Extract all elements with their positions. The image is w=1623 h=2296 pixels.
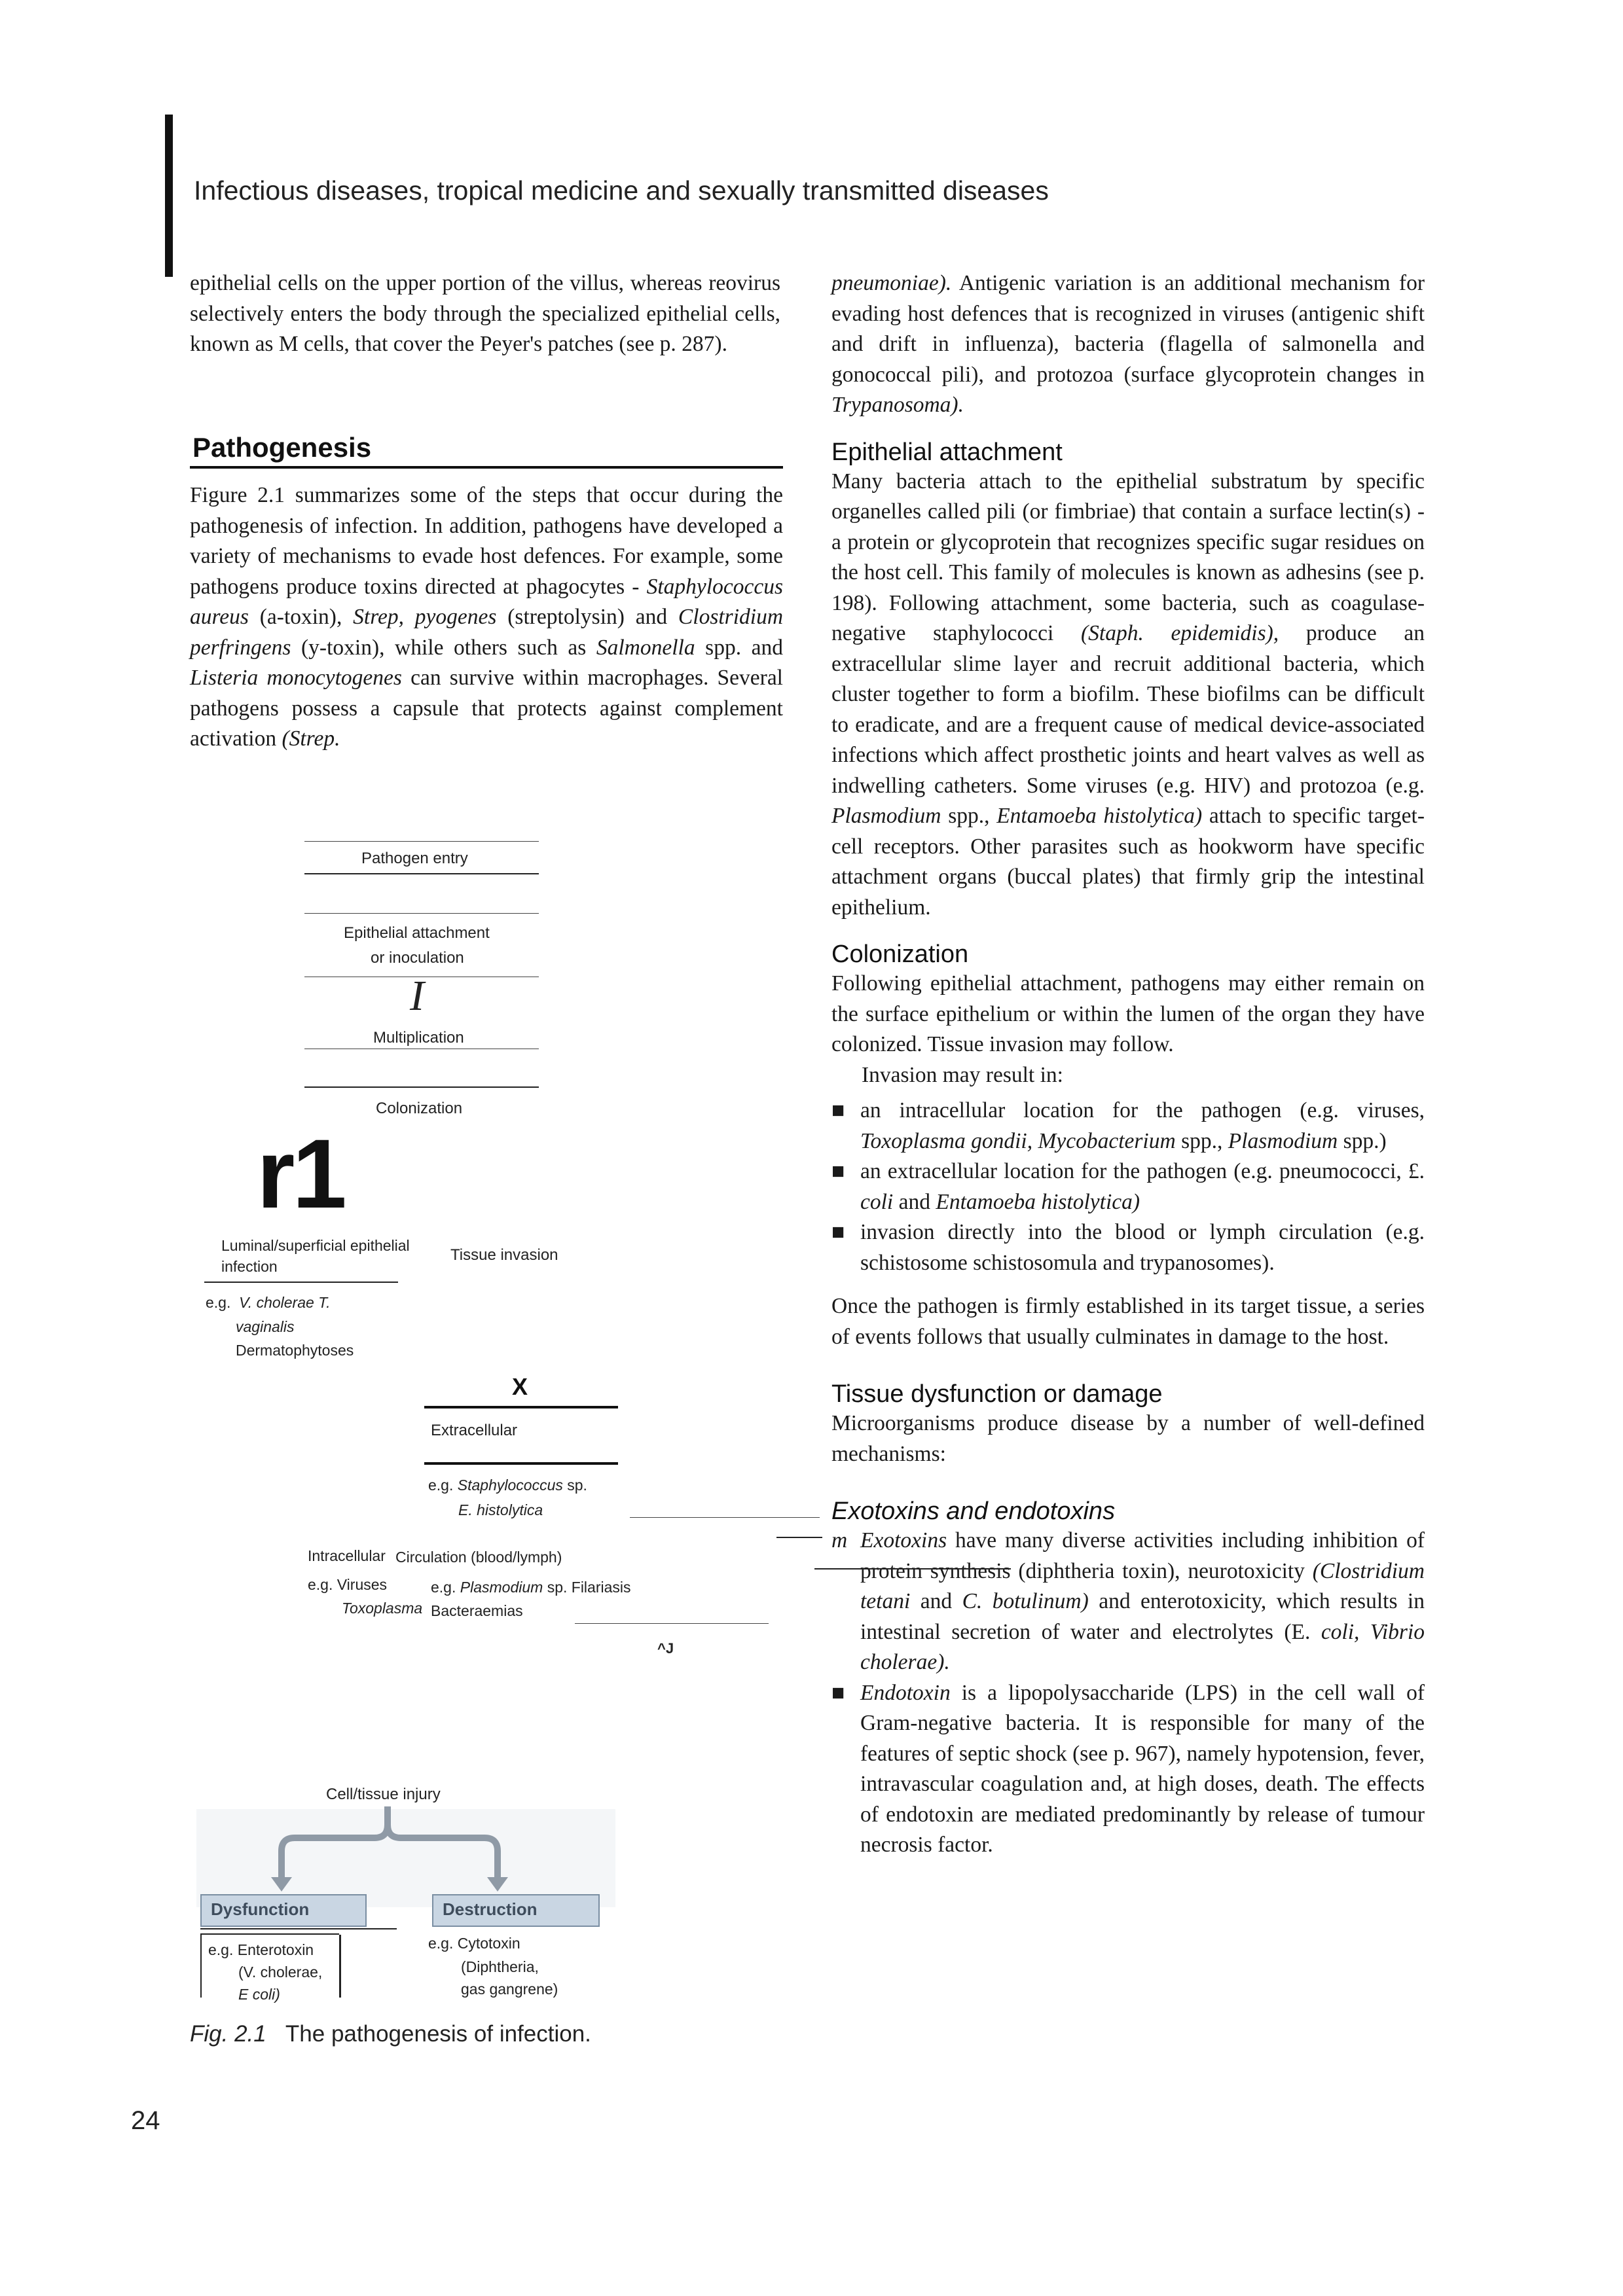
italic-run: V. cholerae T.: [239, 1294, 331, 1311]
pathogenesis-text: [190, 480, 783, 755]
list-item: [831, 1217, 1425, 1278]
left-column: [190, 268, 780, 360]
running-title: Infectious diseases, tropical medicine and sexually transmitted diseases: [194, 175, 1049, 206]
bullet-mark: ■: [831, 1098, 845, 1122]
italic-run: Plasmodium: [460, 1579, 543, 1596]
italic-run: coli: [860, 1189, 894, 1214]
text-run: and: [893, 1189, 936, 1214]
text-run: and enterotoxicity, which results in intestinal secretion of water and electrolytes (E.: [860, 1589, 1425, 1644]
arrowhead-right: [487, 1877, 508, 1892]
text-run: spp. and: [695, 635, 783, 660]
invasion-intro: Invasion may result in:: [862, 1062, 1063, 1087]
italic-run: Exotoxins: [860, 1528, 947, 1552]
eg-viruses-label: e.g. Viruses: [308, 1576, 388, 1593]
italic-run: C. botulinum): [962, 1589, 1089, 1613]
text-run: sp. Filariasis: [547, 1579, 631, 1596]
list-item: [831, 1157, 1425, 1217]
tissue-heading: Tissue dysfunction or damage: [831, 1380, 1163, 1408]
heading-rule: [190, 466, 783, 469]
intro-paragraph: epithelial cells on the upper portion of the villus, whereas reovirus selectively enters the body through the specialized epithelial cells, known as M cells, that cover the Peyer's patches (see p. 287).: [190, 271, 780, 356]
italic-run: Clostridium perfringens: [190, 605, 784, 660]
exotoxins-heading: Exotoxins and endotoxins: [831, 1498, 1116, 1525]
arrowhead-left: [271, 1877, 292, 1892]
italic-run: Strep, pyogenes: [353, 605, 497, 629]
colonization-paragraph: Following epithelial attachment, pathogens may either remain on the surface epithelium or within the lumen of the organ they have colonized. Tissue invasion may follow.: [831, 971, 1425, 1056]
italic-run: Endotoxin: [860, 1680, 951, 1705]
diphtheria-label: (Diphtheria,: [461, 1958, 539, 1975]
caption-label: Fig. 2.1: [190, 2021, 266, 2047]
figure-rule: [304, 873, 539, 874]
antigenic-paragraph: [831, 268, 1425, 421]
tissue-invasion-label: Tissue invasion: [450, 1246, 558, 1264]
text-run: and: [910, 1589, 962, 1613]
page-number: 24: [131, 2106, 160, 2135]
text-run: have many diverse activities including inhibition of protein synthesis (diphtheria toxin), neurotoxicity: [860, 1528, 1425, 1583]
pathogenesis-heading: Pathogenesis: [192, 432, 372, 463]
text-run: (streptolysin) and: [496, 605, 678, 629]
branch-arrow-right: [388, 1806, 498, 1880]
corner-mark: ^J: [657, 1640, 674, 1657]
split-mark: X: [512, 1373, 528, 1400]
colonization-heading: Colonization: [831, 941, 969, 968]
luminal-label-2: infection: [221, 1258, 278, 1275]
figure-rule: [776, 1537, 822, 1538]
tissue-paragraph: Microorganisms produce disease by a number of well-defined mechanisms:: [831, 1411, 1425, 1466]
inoculation-label: or inoculation: [371, 949, 464, 967]
text-run: spp.,: [941, 804, 997, 828]
dermatophytoses-label: Dermatophytoses: [236, 1342, 354, 1359]
header-bar: [165, 115, 173, 277]
text-run: invasion directly into the blood or lymph circulation (e.g. schistosome schistosomula and trypanosomes).: [860, 1220, 1425, 1275]
eg-enterotoxin-label: e.g. Enterotoxin: [208, 1941, 314, 1958]
text-run: is a lipopolysaccharide (LPS) in the cell wall of Gram-negative bacteria. It is responsible for many of the features of septic shock (see p. 967), namely hypotension, fever, intravascular coagulation and, at high doses, death. The effects of endotoxin are mediated predominantly by release of tumour necrosis factor.: [860, 1680, 1425, 1857]
e-coli-label: E coli): [238, 1986, 280, 2003]
list-item: [831, 1678, 1425, 1861]
text-run: e.g.: [428, 1477, 454, 1494]
epithelial-heading: Epithelial attachment: [831, 438, 1063, 466]
gas-gangrene-label: gas gangrene): [461, 1981, 558, 1998]
toxoplasma-label: Toxoplasma: [342, 1600, 423, 1617]
extracellular-label: Extracellular: [431, 1422, 518, 1439]
text-run: Many bacteria attach to the epithelial substratum by specific organelles called pili (or fimbriae) that contain a surface lectin(s) - a protein or glycoprotein that recognizes specific sugar residues on the host cell. This family of molecules is known as adhesins (see p. 198). Following attachment, some bacteria, such as coagulase-negative staphylococci: [831, 469, 1425, 645]
figure-rule: [200, 1928, 397, 1929]
text-run: e.g.: [206, 1294, 231, 1311]
epithelial-attachment-label: Epithelial attachment: [344, 924, 490, 942]
italic-run: (Strep.: [282, 726, 340, 751]
text-run: spp.,: [1175, 1128, 1228, 1153]
text-run: Figure 2.1 summarizes some of the steps that occur during the pathogenesis of infection. In addition, pathogens have developed a variety of mechanisms to evade host defences. For example, some pathogens produce toxins directed at phagocytes -: [190, 483, 783, 599]
italic-run: (Staph. epidemidis),: [1080, 621, 1279, 645]
italic-run: Plasmodium: [1228, 1128, 1338, 1153]
figure-rule: [304, 913, 539, 914]
bullet-mark: ■: [831, 1680, 845, 1705]
eg-cytotoxin-label: e.g. Cytotoxin: [428, 1935, 520, 1952]
figure-caption: [190, 2021, 591, 2047]
text-run: can survive within macrophages. Several pathogens possess a capsule that protects against complement activation: [190, 666, 783, 751]
caption-text: The pathogenesis of infection.: [285, 2021, 591, 2047]
epithelial-paragraph: [831, 467, 1425, 924]
italic-run: Trypanosoma).: [831, 393, 964, 417]
bacteraemias-label: Bacteraemias: [431, 1602, 523, 1619]
multiplication-label: Multiplication: [373, 1029, 464, 1047]
italic-run: Listeria monocytogenes: [190, 666, 402, 690]
bullet-mark: ■: [831, 1220, 845, 1244]
figure-rule: [575, 1623, 769, 1624]
italic-run: Entamoeba histolytica): [996, 804, 1203, 828]
branch-arrow-left: [282, 1806, 388, 1880]
intracellular-label: Intracellular: [308, 1547, 386, 1564]
tissue-heading-rule: [814, 1568, 1011, 1570]
italic-run: Toxoplasma gondii, Mycobacterium: [860, 1128, 1176, 1153]
figure-rule: [630, 1517, 820, 1518]
figure-rule: [204, 1282, 398, 1283]
text-run: produce an extracellular slime layer and recruit additional bacteria, which cluster together to form a biofilm. These biofilms can be difficult to eradicate, and are a frequent cause of medical device-associated infections which affect prosthetic joints and heart valves as well as indwelling catheters. Some viruses (e.g. HIV) and protozoa (e.g.: [831, 621, 1425, 798]
dysfunction-box: Dysfunction: [200, 1894, 367, 1927]
italic-run: pneumoniae).: [831, 271, 952, 295]
branch-arrows: [196, 1806, 615, 1898]
cell-injury-label: Cell/tissue injury: [326, 1785, 441, 1803]
italic-run: coli, Vibrio cholerae).: [860, 1619, 1425, 1674]
italic-run: Plasmodium: [831, 804, 941, 828]
branch-mark: r1: [257, 1119, 344, 1229]
figure-rule: [424, 1462, 618, 1465]
eg-staph-label: [428, 1477, 587, 1494]
figure-rule: [424, 1406, 618, 1408]
text-run: spp.): [1338, 1128, 1387, 1153]
italic-run: Salmonella: [596, 635, 695, 660]
eg-cholerae-label: [206, 1294, 331, 1312]
destruction-box: Destruction: [432, 1894, 600, 1927]
invasion-list: [831, 1096, 1425, 1278]
text-run: attach to specific target-cell receptors. Other parasites such as hookworm have specific attachment organs (buccal plates) that firmly grip the intestinal epithelium.: [831, 804, 1425, 920]
italic-run: (Clostridium tetani: [860, 1558, 1425, 1613]
v-cholerae-label: (V. cholerae,: [238, 1964, 323, 1981]
bullet-mark: m: [831, 1528, 848, 1552]
text-run: sp.: [567, 1477, 587, 1494]
list-item: [831, 1096, 1425, 1157]
italic-run: Entamoeba histolytica): [936, 1189, 1140, 1214]
text-run: (a-toxin),: [248, 605, 354, 629]
right-column: [831, 268, 1425, 1861]
vaginalis-label: vaginalis: [236, 1318, 295, 1335]
bullet-mark: ■: [831, 1159, 845, 1183]
pathogenesis-paragraph: [190, 480, 783, 755]
text-run: an intracellular location for the pathogen (e.g. viruses,: [860, 1098, 1425, 1122]
arrow-mark: I: [410, 972, 424, 1020]
text-run: e.g.: [431, 1579, 456, 1596]
circulation-label: Circulation (blood/lymph): [395, 1549, 562, 1566]
italic-run: Staphylococcus: [457, 1477, 563, 1494]
luminal-label: Luminal/superficial epithelial: [221, 1237, 410, 1254]
italic-run: Staphylococcus aureus: [190, 574, 783, 629]
list-item: [831, 1526, 1425, 1678]
eg-plasmodium-label: [431, 1579, 631, 1596]
text-run: Antigenic variation is an additional mechanism for evading host defences that is recognized in viruses (antigenic shift and drift in influenza), bacteria (flagella of salmonella and gonococcal pili), and protozoa (surface glycoprotein changes in: [831, 271, 1425, 387]
colonization-label: Colonization: [376, 1100, 463, 1117]
figure-rule: [304, 841, 539, 842]
figure-rule: [304, 1086, 539, 1088]
e-histolytica-label: E. histolytica: [458, 1501, 543, 1518]
established-paragraph: Once the pathogen is firmly established in its target tissue, a series of events follows that usually culminates in damage to the host.: [831, 1294, 1425, 1349]
text-run: an extracellular location for the pathogen (e.g. pneumococci, £.: [860, 1159, 1425, 1183]
pathogen-entry-label: Pathogen entry: [361, 850, 468, 867]
text-run: (y-toxin), while others such as: [291, 635, 596, 660]
